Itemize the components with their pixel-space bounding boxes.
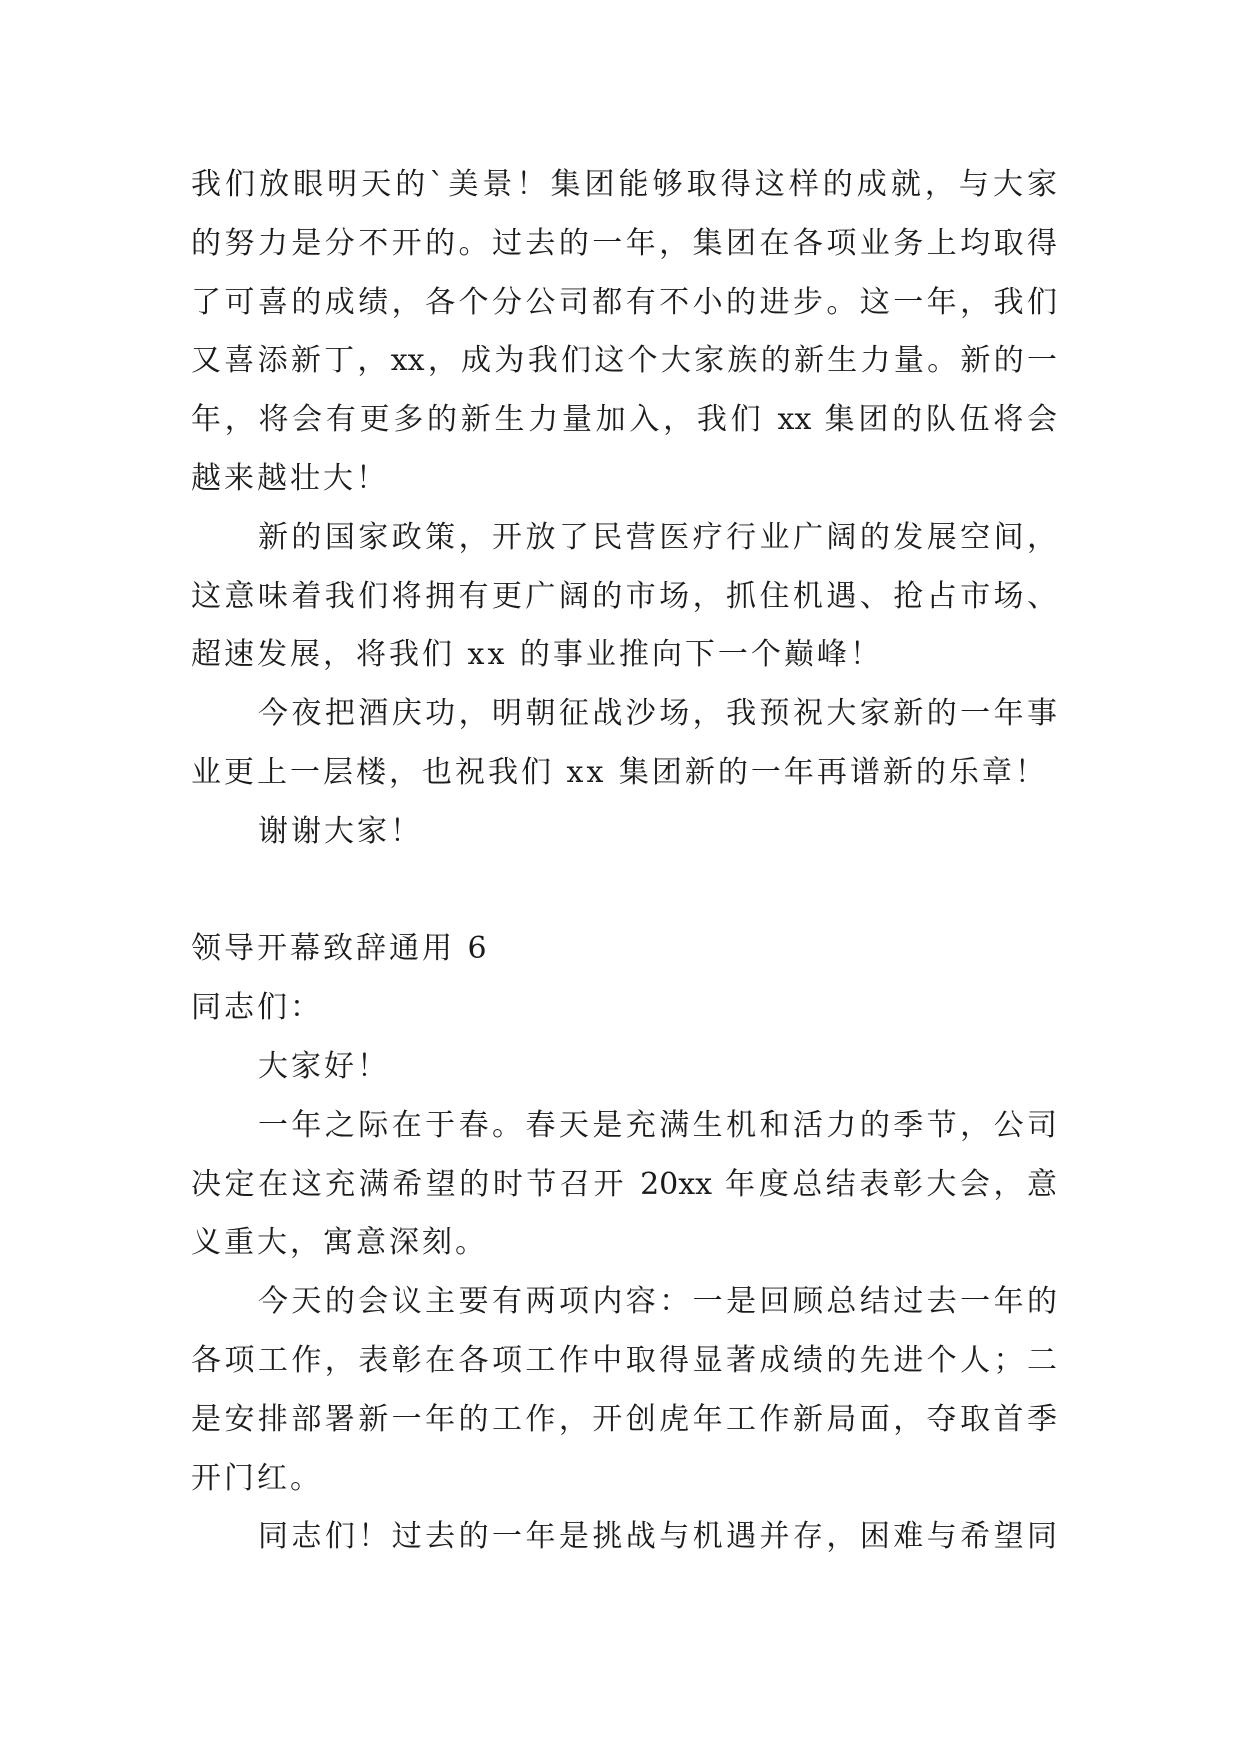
text-line: 同志们！过去的一年是挑战与机遇并存，困难与希望同 bbox=[258, 1519, 1057, 1555]
salutation: 同志们： bbox=[191, 990, 323, 1026]
text-line: 是安排部署新一年的工作，开创虎年工作新局面，夺取首季 bbox=[191, 1401, 1057, 1437]
section-title: 领导开幕致辞通用 6 bbox=[191, 931, 490, 967]
text-line: 超速发展，将我们 xx 的事业推向下一个巅峰！ bbox=[191, 637, 883, 673]
document-body bbox=[191, 156, 1057, 1567]
text-line: 今天的会议主要有两项内容：一是回顾总结过去一年的 bbox=[258, 1284, 1057, 1320]
text-line: 年，将会有更多的新生力量加入，我们 xx 集团的队伍将会 bbox=[191, 402, 1057, 438]
paragraph bbox=[191, 685, 1057, 803]
text-line: 新的国家政策，开放了民营医疗行业广阔的发展空间， bbox=[258, 519, 1057, 555]
text-line: 了可喜的成绩，各个分公司都有不小的进步。这一年，我们 bbox=[191, 284, 1057, 320]
text-line: 又喜添新丁，xx，成为我们这个大家族的新生力量。新的一 bbox=[191, 343, 1057, 379]
closing-thanks: 谢谢大家！ bbox=[258, 813, 423, 849]
text-line: 我们放眼明天的`美景！集团能够取得这样的成就，与大家 bbox=[191, 167, 1057, 202]
paragraph bbox=[191, 1508, 1057, 1567]
paragraph bbox=[191, 509, 1057, 685]
text-line: 决定在这充满希望的时节召开 20xx 年度总结表彰大会，意 bbox=[191, 1166, 1057, 1202]
spacer bbox=[191, 862, 1057, 921]
paragraph bbox=[191, 156, 1057, 509]
greeting-line: 大家好！ bbox=[258, 1048, 390, 1084]
paragraph bbox=[191, 1097, 1057, 1273]
text-line: 这意味着我们将拥有更广阔的市场，抓住机遇、抢占市场、 bbox=[191, 578, 1057, 614]
text-line: 业更上一层楼，也祝我们 xx 集团新的一年再谱新的乐章！ bbox=[191, 754, 1048, 790]
text-line: 今夜把酒庆功，明朝征战沙场，我预祝大家新的一年事 bbox=[258, 696, 1057, 732]
paragraph bbox=[191, 1038, 1057, 1097]
text-line: 的努力是分不开的。过去的一年，集团在各项业务上均取得 bbox=[191, 225, 1057, 261]
text-line: 各项工作，表彰在各项工作中取得显著成绩的先进个人；二 bbox=[191, 1342, 1057, 1378]
text-line: 越来越壮大！ bbox=[191, 460, 389, 496]
text-line: 义重大，寓意深刻。 bbox=[191, 1225, 488, 1261]
paragraph bbox=[191, 803, 1057, 862]
text-line: 开门红。 bbox=[191, 1460, 323, 1496]
text-line: 一年之际在于春。春天是充满生机和活力的季节，公司 bbox=[258, 1107, 1057, 1143]
paragraph bbox=[191, 1273, 1057, 1508]
